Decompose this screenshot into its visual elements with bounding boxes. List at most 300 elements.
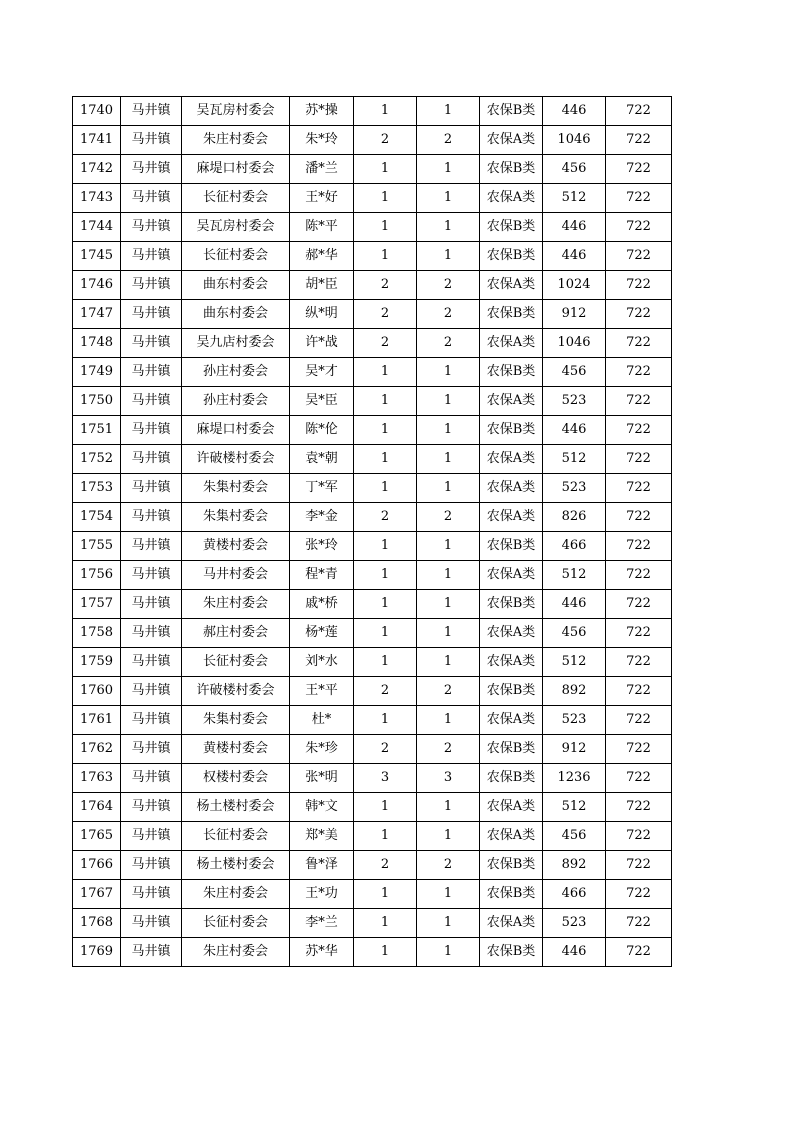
household-count-cell: 1 [354,242,417,271]
person-count-cell: 1 [417,358,480,387]
category-cell: 农保A类 [480,561,543,590]
household-count-cell: 1 [354,880,417,909]
standard-cell: 722 [606,735,672,764]
name-cell: 鲁*泽 [290,851,354,880]
category-cell: 农保A类 [480,329,543,358]
household-count-cell: 2 [354,503,417,532]
amount-cell: 1046 [543,126,606,155]
table-row [73,619,672,648]
standard-cell: 722 [606,590,672,619]
category-cell: 农保A类 [480,706,543,735]
amount-cell: 523 [543,706,606,735]
table-row [73,271,672,300]
row-number-cell: 1748 [73,329,121,358]
village-cell: 长征村委会 [182,242,290,271]
household-count-cell: 1 [354,97,417,126]
household-count-cell: 1 [354,619,417,648]
town-cell: 马井镇 [121,764,182,793]
name-cell: 陈*伦 [290,416,354,445]
table-row [73,648,672,677]
household-count-cell: 2 [354,851,417,880]
town-cell: 马井镇 [121,735,182,764]
name-cell: 潘*兰 [290,155,354,184]
table-row [73,300,672,329]
village-cell: 长征村委会 [182,184,290,213]
person-count-cell: 1 [417,561,480,590]
amount-cell: 1024 [543,271,606,300]
standard-cell: 722 [606,97,672,126]
row-number-cell: 1761 [73,706,121,735]
village-cell: 曲东村委会 [182,300,290,329]
category-cell: 农保A类 [480,474,543,503]
table-row [73,97,672,126]
town-cell: 马井镇 [121,155,182,184]
household-count-cell: 1 [354,445,417,474]
standard-cell: 722 [606,648,672,677]
amount-cell: 446 [543,242,606,271]
person-count-cell: 1 [417,822,480,851]
category-cell: 农保A类 [480,387,543,416]
standard-cell: 722 [606,445,672,474]
standard-cell: 722 [606,764,672,793]
village-cell: 长征村委会 [182,822,290,851]
name-cell: 许*战 [290,329,354,358]
household-count-cell: 1 [354,387,417,416]
standard-cell: 722 [606,474,672,503]
person-count-cell: 1 [417,155,480,184]
category-cell: 农保B类 [480,851,543,880]
row-number-cell: 1743 [73,184,121,213]
table-row [73,329,672,358]
town-cell: 马井镇 [121,909,182,938]
person-count-cell: 1 [417,445,480,474]
standard-cell: 722 [606,416,672,445]
household-count-cell: 1 [354,938,417,967]
town-cell: 马井镇 [121,648,182,677]
category-cell: 农保B类 [480,416,543,445]
village-cell: 朱庄村委会 [182,938,290,967]
amount-cell: 1236 [543,764,606,793]
table-row [73,242,672,271]
name-cell: 朱*玲 [290,126,354,155]
row-number-cell: 1745 [73,242,121,271]
town-cell: 马井镇 [121,793,182,822]
standard-cell: 722 [606,532,672,561]
person-count-cell: 1 [417,387,480,416]
standard-cell: 722 [606,126,672,155]
row-number-cell: 1758 [73,619,121,648]
table-row [73,793,672,822]
town-cell: 马井镇 [121,416,182,445]
village-cell: 杨土楼村委会 [182,793,290,822]
name-cell: 杨*莲 [290,619,354,648]
table-row [73,938,672,967]
person-count-cell: 1 [417,532,480,561]
town-cell: 马井镇 [121,619,182,648]
amount-cell: 512 [543,184,606,213]
amount-cell: 512 [543,561,606,590]
person-count-cell: 1 [417,706,480,735]
row-number-cell: 1769 [73,938,121,967]
town-cell: 马井镇 [121,126,182,155]
table-row [73,909,672,938]
person-count-cell: 2 [417,271,480,300]
person-count-cell: 1 [417,880,480,909]
category-cell: 农保B类 [480,677,543,706]
row-number-cell: 1756 [73,561,121,590]
name-cell: 纵*明 [290,300,354,329]
name-cell: 吴*臣 [290,387,354,416]
records-body [73,97,672,967]
name-cell: 王*平 [290,677,354,706]
town-cell: 马井镇 [121,851,182,880]
table-row [73,126,672,155]
household-count-cell: 2 [354,735,417,764]
town-cell: 马井镇 [121,271,182,300]
name-cell: 陈*平 [290,213,354,242]
village-cell: 吴瓦房村委会 [182,213,290,242]
standard-cell: 722 [606,619,672,648]
person-count-cell: 1 [417,619,480,648]
category-cell: 农保A类 [480,822,543,851]
row-number-cell: 1768 [73,909,121,938]
category-cell: 农保A类 [480,619,543,648]
town-cell: 马井镇 [121,300,182,329]
person-count-cell: 1 [417,648,480,677]
village-cell: 马井村委会 [182,561,290,590]
standard-cell: 722 [606,155,672,184]
town-cell: 马井镇 [121,532,182,561]
amount-cell: 446 [543,213,606,242]
village-cell: 黄楼村委会 [182,735,290,764]
household-count-cell: 1 [354,155,417,184]
records-table [72,96,672,967]
town-cell: 马井镇 [121,474,182,503]
category-cell: 农保B类 [480,735,543,764]
household-count-cell: 1 [354,416,417,445]
category-cell: 农保A类 [480,648,543,677]
category-cell: 农保A类 [480,126,543,155]
name-cell: 李*兰 [290,909,354,938]
category-cell: 农保B类 [480,532,543,561]
category-cell: 农保B类 [480,155,543,184]
name-cell: 郝*华 [290,242,354,271]
row-number-cell: 1747 [73,300,121,329]
household-count-cell: 1 [354,648,417,677]
household-count-cell: 2 [354,126,417,155]
household-count-cell: 1 [354,909,417,938]
standard-cell: 722 [606,793,672,822]
table-row [73,155,672,184]
row-number-cell: 1764 [73,793,121,822]
category-cell: 农保A类 [480,503,543,532]
amount-cell: 456 [543,358,606,387]
standard-cell: 722 [606,271,672,300]
town-cell: 马井镇 [121,590,182,619]
row-number-cell: 1752 [73,445,121,474]
person-count-cell: 1 [417,416,480,445]
category-cell: 农保B类 [480,590,543,619]
row-number-cell: 1762 [73,735,121,764]
amount-cell: 512 [543,648,606,677]
town-cell: 马井镇 [121,387,182,416]
row-number-cell: 1751 [73,416,121,445]
standard-cell: 722 [606,822,672,851]
household-count-cell: 1 [354,184,417,213]
standard-cell: 722 [606,503,672,532]
person-count-cell: 2 [417,329,480,358]
person-count-cell: 2 [417,677,480,706]
person-count-cell: 1 [417,474,480,503]
person-count-cell: 1 [417,213,480,242]
amount-cell: 912 [543,300,606,329]
village-cell: 朱庄村委会 [182,590,290,619]
table-row [73,532,672,561]
row-number-cell: 1763 [73,764,121,793]
row-number-cell: 1744 [73,213,121,242]
household-count-cell: 1 [354,590,417,619]
village-cell: 朱庄村委会 [182,880,290,909]
household-count-cell: 1 [354,213,417,242]
person-count-cell: 1 [417,793,480,822]
person-count-cell: 1 [417,184,480,213]
person-count-cell: 2 [417,126,480,155]
category-cell: 农保A类 [480,184,543,213]
category-cell: 农保B类 [480,764,543,793]
name-cell: 郑*美 [290,822,354,851]
name-cell: 吴*才 [290,358,354,387]
table-row [73,184,672,213]
village-cell: 权楼村委会 [182,764,290,793]
name-cell: 李*金 [290,503,354,532]
row-number-cell: 1757 [73,590,121,619]
town-cell: 马井镇 [121,503,182,532]
household-count-cell: 1 [354,561,417,590]
name-cell: 苏*华 [290,938,354,967]
town-cell: 马井镇 [121,184,182,213]
category-cell: 农保B类 [480,242,543,271]
household-count-cell: 1 [354,358,417,387]
table-row [73,764,672,793]
village-cell: 曲东村委会 [182,271,290,300]
household-count-cell: 1 [354,532,417,561]
table-row [73,706,672,735]
town-cell: 马井镇 [121,880,182,909]
amount-cell: 523 [543,387,606,416]
amount-cell: 446 [543,97,606,126]
table-row [73,880,672,909]
table-row [73,474,672,503]
household-count-cell: 2 [354,329,417,358]
standard-cell: 722 [606,213,672,242]
amount-cell: 826 [543,503,606,532]
standard-cell: 722 [606,184,672,213]
row-number-cell: 1754 [73,503,121,532]
village-cell: 长征村委会 [182,648,290,677]
amount-cell: 446 [543,416,606,445]
village-cell: 孙庄村委会 [182,358,290,387]
row-number-cell: 1749 [73,358,121,387]
category-cell: 农保B类 [480,300,543,329]
name-cell: 韩*文 [290,793,354,822]
row-number-cell: 1741 [73,126,121,155]
amount-cell: 523 [543,909,606,938]
town-cell: 马井镇 [121,242,182,271]
amount-cell: 466 [543,532,606,561]
village-cell: 朱集村委会 [182,474,290,503]
table-row [73,735,672,764]
household-count-cell: 2 [354,677,417,706]
row-number-cell: 1746 [73,271,121,300]
town-cell: 马井镇 [121,822,182,851]
person-count-cell: 2 [417,300,480,329]
town-cell: 马井镇 [121,706,182,735]
household-count-cell: 2 [354,271,417,300]
category-cell: 农保A类 [480,271,543,300]
household-count-cell: 1 [354,706,417,735]
table-row [73,822,672,851]
name-cell: 朱*珍 [290,735,354,764]
town-cell: 马井镇 [121,358,182,387]
name-cell: 张*玲 [290,532,354,561]
household-count-cell: 1 [354,822,417,851]
village-cell: 孙庄村委会 [182,387,290,416]
name-cell: 王*好 [290,184,354,213]
name-cell: 苏*操 [290,97,354,126]
household-count-cell: 1 [354,793,417,822]
name-cell: 程*青 [290,561,354,590]
village-cell: 吴瓦房村委会 [182,97,290,126]
name-cell: 戚*桥 [290,590,354,619]
amount-cell: 456 [543,619,606,648]
village-cell: 许破楼村委会 [182,677,290,706]
standard-cell: 722 [606,938,672,967]
row-number-cell: 1760 [73,677,121,706]
village-cell: 朱集村委会 [182,706,290,735]
amount-cell: 1046 [543,329,606,358]
table-row [73,590,672,619]
table-row [73,561,672,590]
row-number-cell: 1753 [73,474,121,503]
village-cell: 许破楼村委会 [182,445,290,474]
row-number-cell: 1765 [73,822,121,851]
category-cell: 农保A类 [480,445,543,474]
table-row [73,387,672,416]
amount-cell: 892 [543,677,606,706]
amount-cell: 466 [543,880,606,909]
name-cell: 刘*水 [290,648,354,677]
standard-cell: 722 [606,880,672,909]
row-number-cell: 1766 [73,851,121,880]
village-cell: 麻堤口村委会 [182,155,290,184]
table-row [73,358,672,387]
person-count-cell: 1 [417,938,480,967]
table-row [73,677,672,706]
village-cell: 黄楼村委会 [182,532,290,561]
town-cell: 马井镇 [121,938,182,967]
amount-cell: 446 [543,590,606,619]
table-row [73,445,672,474]
standard-cell: 722 [606,851,672,880]
household-count-cell: 3 [354,764,417,793]
person-count-cell: 1 [417,590,480,619]
town-cell: 马井镇 [121,445,182,474]
table-row [73,503,672,532]
amount-cell: 523 [543,474,606,503]
category-cell: 农保B类 [480,358,543,387]
table-row [73,416,672,445]
name-cell: 胡*臣 [290,271,354,300]
category-cell: 农保B类 [480,213,543,242]
category-cell: 农保A类 [480,793,543,822]
person-count-cell: 1 [417,97,480,126]
row-number-cell: 1742 [73,155,121,184]
standard-cell: 722 [606,358,672,387]
amount-cell: 512 [543,445,606,474]
name-cell: 袁*朝 [290,445,354,474]
village-cell: 麻堤口村委会 [182,416,290,445]
row-number-cell: 1759 [73,648,121,677]
standard-cell: 722 [606,329,672,358]
amount-cell: 912 [543,735,606,764]
person-count-cell: 2 [417,851,480,880]
standard-cell: 722 [606,677,672,706]
village-cell: 杨土楼村委会 [182,851,290,880]
amount-cell: 446 [543,938,606,967]
amount-cell: 456 [543,822,606,851]
person-count-cell: 2 [417,503,480,532]
name-cell: 王*功 [290,880,354,909]
town-cell: 马井镇 [121,677,182,706]
row-number-cell: 1740 [73,97,121,126]
category-cell: 农保B类 [480,938,543,967]
household-count-cell: 2 [354,300,417,329]
amount-cell: 892 [543,851,606,880]
row-number-cell: 1750 [73,387,121,416]
category-cell: 农保B类 [480,880,543,909]
town-cell: 马井镇 [121,97,182,126]
amount-cell: 512 [543,793,606,822]
category-cell: 农保B类 [480,97,543,126]
standard-cell: 722 [606,909,672,938]
standard-cell: 722 [606,300,672,329]
name-cell: 张*明 [290,764,354,793]
person-count-cell: 1 [417,909,480,938]
standard-cell: 722 [606,242,672,271]
category-cell: 农保A类 [480,909,543,938]
table-row [73,851,672,880]
town-cell: 马井镇 [121,561,182,590]
household-count-cell: 1 [354,474,417,503]
standard-cell: 722 [606,561,672,590]
amount-cell: 456 [543,155,606,184]
village-cell: 朱庄村委会 [182,126,290,155]
name-cell: 杜* [290,706,354,735]
table-row [73,213,672,242]
village-cell: 朱集村委会 [182,503,290,532]
person-count-cell: 1 [417,242,480,271]
name-cell: 丁*军 [290,474,354,503]
village-cell: 吴九店村委会 [182,329,290,358]
standard-cell: 722 [606,706,672,735]
town-cell: 马井镇 [121,329,182,358]
row-number-cell: 1767 [73,880,121,909]
town-cell: 马井镇 [121,213,182,242]
person-count-cell: 3 [417,764,480,793]
person-count-cell: 2 [417,735,480,764]
standard-cell: 722 [606,387,672,416]
village-cell: 长征村委会 [182,909,290,938]
